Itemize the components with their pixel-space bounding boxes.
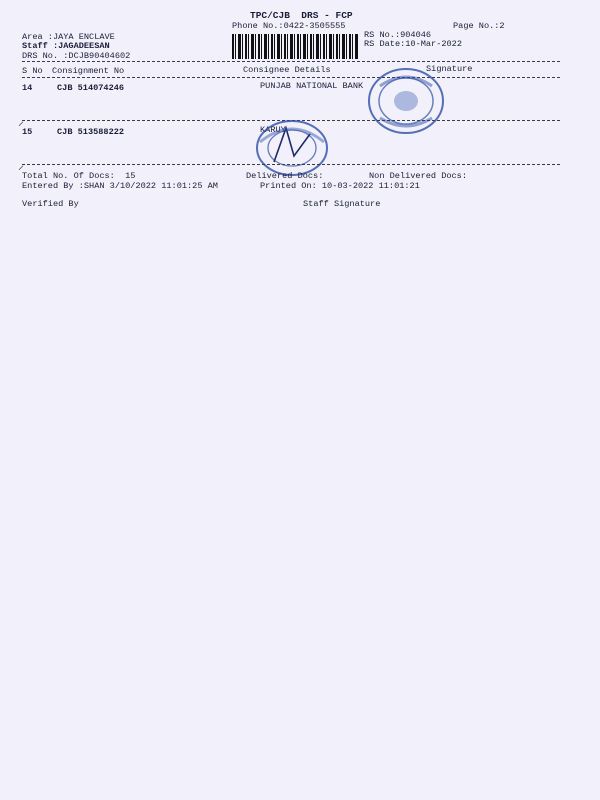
- staff-signature: Staff Signature: [303, 199, 381, 209]
- non-delivered-docs: Non Delivered Docs:: [369, 171, 467, 181]
- row-consignment: CJB 514074246: [57, 83, 125, 93]
- total-docs: Total No. Of Docs: 15: [22, 171, 136, 181]
- rs-date: RS Date:10-Mar-2022: [364, 39, 462, 49]
- divider: [22, 61, 560, 62]
- col-sno: S No: [22, 66, 43, 76]
- barcode-image: [232, 34, 358, 59]
- tick-mark-icon: ⸝: [18, 159, 25, 173]
- row-sno: 14: [22, 83, 33, 93]
- col-consignment: Consignment No: [52, 66, 125, 76]
- col-signature: Signature: [426, 64, 473, 74]
- printed-on: Printed On: 10-03-2022 11:01:21: [260, 181, 420, 191]
- tick-mark-icon: ⸝: [18, 115, 25, 129]
- document-title: TPC/CJB DRS - FCP: [250, 10, 353, 21]
- bank-seal-stamp: [366, 66, 446, 136]
- delivered-docs: Delivered Docs:: [246, 171, 324, 181]
- rs-number: RS No.:904046: [364, 30, 432, 40]
- divider: [22, 77, 560, 78]
- postal-seal-stamp: [252, 118, 330, 178]
- staff-label: Staff :JAGADEESAN: [22, 41, 110, 51]
- row-consignment: CJB 513588222: [57, 127, 125, 137]
- divider: [22, 164, 560, 165]
- phone-number: Phone No.:0422-3505555: [232, 21, 346, 31]
- col-consignee: Consignee Details: [243, 65, 331, 75]
- row-sno: 15: [22, 127, 33, 137]
- entered-by: Entered By :SHAN 3/10/2022 11:01:25 AM: [22, 181, 218, 191]
- page-number: Page No.:2: [453, 21, 505, 31]
- drs-number: DRS No. :DCJB90404602: [22, 51, 131, 61]
- area-label: Area :JAYA ENCLAVE: [22, 32, 115, 42]
- row-consignee: PUNJAB NATIONAL BANK: [260, 81, 364, 91]
- verified-by: Verified By: [22, 199, 79, 209]
- row-consignee: KARUY: [260, 125, 286, 135]
